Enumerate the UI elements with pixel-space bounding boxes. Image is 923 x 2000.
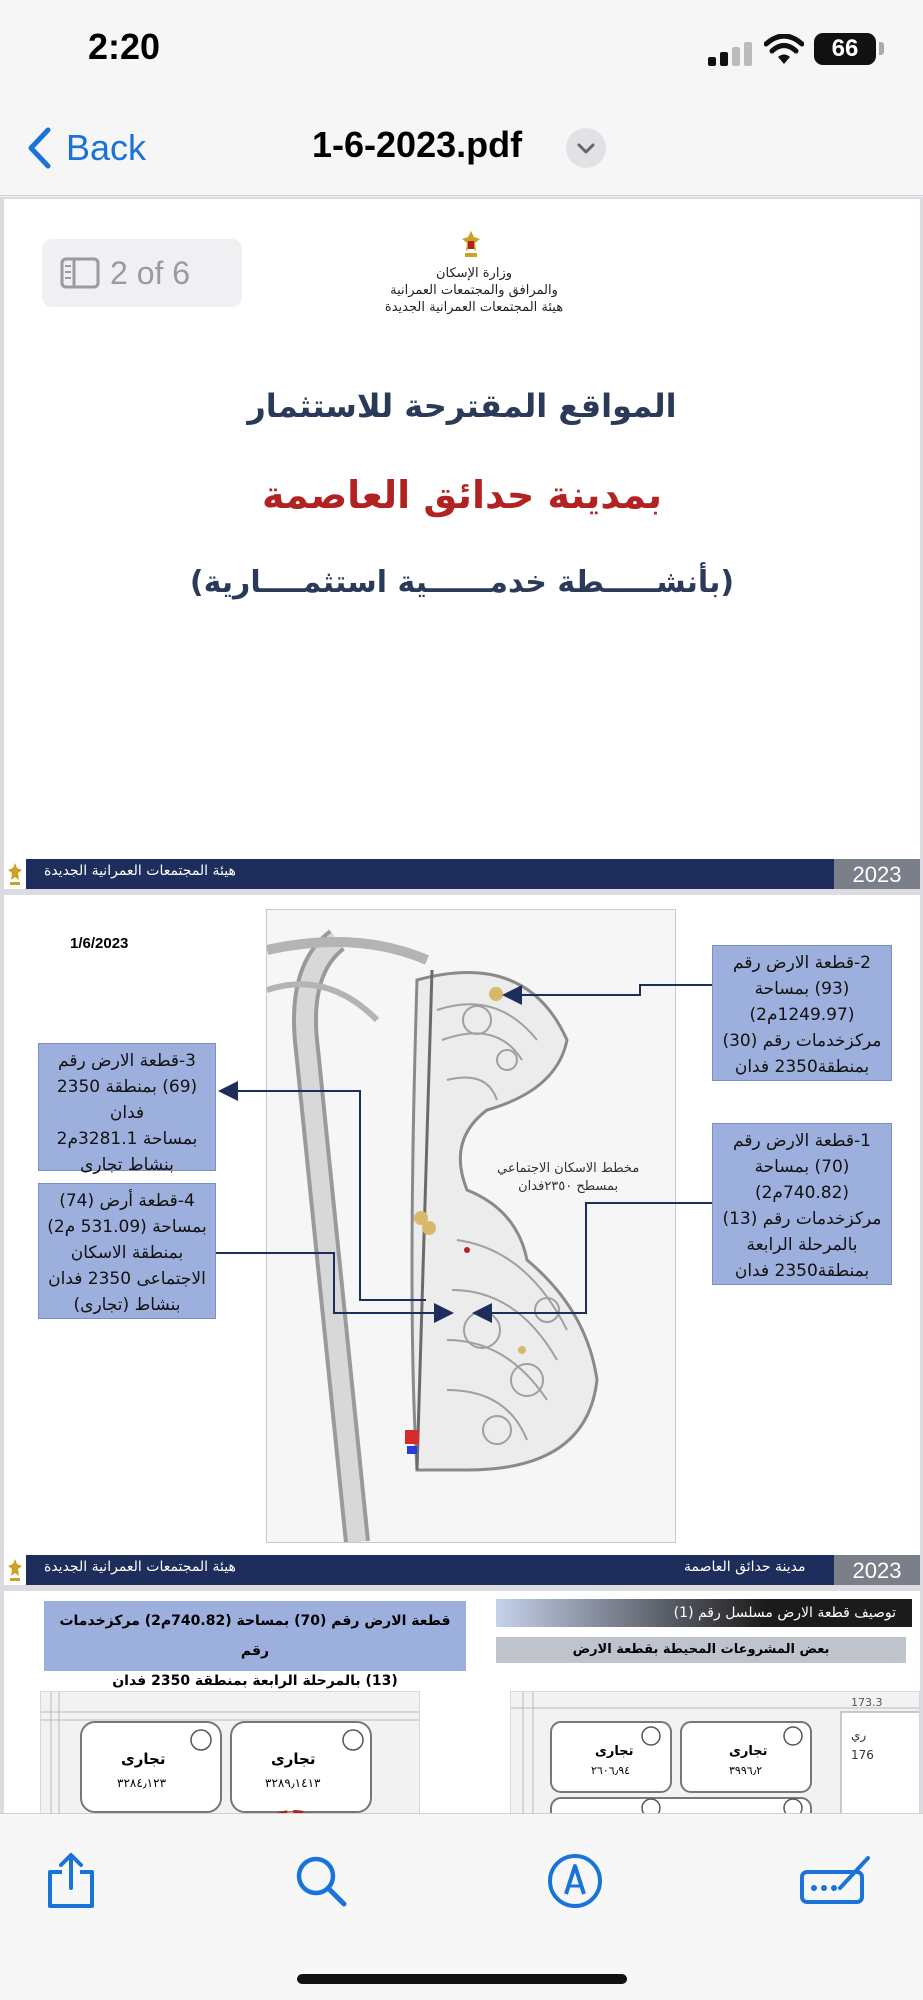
back-button[interactable]	[26, 120, 146, 176]
plan-edge-label: 176	[851, 1748, 874, 1762]
battery-icon: 66	[814, 33, 876, 65]
slide-footer	[4, 1553, 920, 1585]
ministry-header	[364, 265, 584, 316]
footer-city: مدينة حدائق العاصمة	[684, 1559, 806, 1575]
pdf-viewer[interactable]	[0, 197, 923, 1813]
slide-title: المواقع المقترحة للاستثمار	[247, 387, 677, 425]
callout-line: (740.82م2)	[754, 1183, 850, 1203]
callout-line: بمنطقة الاسكان	[70, 1243, 184, 1263]
callout-line: بمساحة 3281.1م2	[56, 1129, 198, 1149]
pdf-page-2	[4, 895, 920, 1585]
wifi-icon	[764, 34, 804, 66]
plot-description-line: (13) بالمرحلة الرابعة بمنطقة 2350 فدان	[112, 1673, 398, 1689]
plan-label: تجارى	[271, 1750, 316, 1768]
back-label: Back	[66, 127, 147, 168]
callout-line: (69) بمنطقة 2350	[56, 1077, 198, 1097]
eagle-emblem-icon	[460, 229, 482, 259]
ministry-line: والمرافق والمجتمعات العمرانية	[390, 283, 558, 298]
plot-callout-1	[712, 1123, 892, 1285]
plot-description-line: قطعة الارض رقم (70) بمساحة (740.82م2) مركزخدمات رقم	[59, 1613, 451, 1659]
callout-line: 2-قطعة الارض رقم	[733, 953, 871, 973]
callout-line: بمنطقة2350 فدان	[734, 1057, 870, 1077]
slide-date: 1/6/2023	[70, 935, 129, 952]
plan-number: ٣٢٨٤٫١٢٣	[117, 1776, 167, 1790]
title-menu-button[interactable]	[566, 128, 606, 168]
page-indicator-label: 2 of 6	[110, 254, 191, 291]
callout-line: مركزخدمات رقم (30)	[722, 1031, 882, 1051]
map-note-line: بمسطح ٢٣٥٠فدان	[518, 1179, 619, 1194]
sidebar-icon	[60, 257, 100, 289]
plan-number: ٣٩٩٦٫٢	[729, 1764, 763, 1777]
bottom-toolbar	[0, 1813, 923, 2000]
callout-line: (93) بمساحة	[754, 979, 850, 999]
share-icon	[40, 1850, 102, 1912]
callout-line: فدان	[109, 1103, 145, 1123]
footer-year: 2023	[834, 859, 920, 889]
footer-org: هيئة المجتمعات العمرانية الجديدة	[44, 863, 236, 879]
callout-line: بنشاط تجارى	[80, 1155, 174, 1175]
search-icon	[290, 1850, 352, 1912]
footer-org: هيئة المجتمعات العمرانية الجديدة	[44, 1559, 236, 1575]
slide-subtitle: (بأنشـــــطة خدمــــــية استثمــــارية)	[189, 565, 735, 600]
callout-line: بمساحة (531.09 م2)	[47, 1217, 207, 1237]
plot-callout-2	[712, 945, 892, 1081]
plan-edge-label: ري	[851, 1728, 867, 1742]
plot-description-box	[44, 1601, 466, 1689]
callout-line: بمنطقة2350 فدان	[734, 1261, 870, 1281]
eagle-emblem-icon	[6, 861, 24, 887]
callout-line: 4-قطعة أرض (74)	[59, 1191, 195, 1211]
callout-line: 1-قطعة الارض رقم	[733, 1131, 871, 1151]
callout-line: (1249.97م2)	[749, 1005, 855, 1025]
callout-line: 3-قطعة الارض رقم	[58, 1051, 196, 1071]
markup-icon	[544, 1850, 606, 1912]
battery-tip	[879, 42, 884, 55]
plot-callout-3	[38, 1043, 216, 1175]
callout-line: بنشاط (تجارى)	[73, 1295, 181, 1315]
pdf-page-3	[4, 1591, 920, 1813]
plan-label: تجارى	[121, 1750, 166, 1768]
footer-year: 2023	[834, 1555, 920, 1585]
plan-number: ٢٦٠٦٫٩٤	[591, 1764, 631, 1777]
chevron-down-icon	[566, 128, 606, 168]
share-button[interactable]	[40, 1850, 102, 1912]
plan-label: تجارى	[729, 1744, 768, 1759]
edit-form-icon	[798, 1850, 874, 1912]
plan-label: تجارى	[595, 1744, 634, 1759]
document-title[interactable]: 1-6-2023.pdf	[312, 124, 523, 165]
markup-button[interactable]	[544, 1850, 606, 1912]
plan-edge-label: 173.3	[851, 1696, 883, 1709]
plot-plan-left	[40, 1691, 420, 1813]
search-button[interactable]	[290, 1850, 352, 1912]
status-time: 2:20	[88, 26, 161, 67]
status-bar	[0, 0, 923, 100]
chevron-left-icon	[26, 126, 52, 170]
eagle-emblem-icon	[6, 1557, 24, 1583]
slide-city: بمدينة حدائق العاصمة	[261, 473, 663, 517]
slide-footer	[4, 857, 920, 889]
callout-line: الاجتماعى 2350 فدان	[48, 1269, 206, 1289]
plot-plan-drawing	[41, 1692, 420, 1813]
ministry-line: وزارة الإسكان	[436, 266, 512, 281]
callout-line: بالمرحلة الرابعة	[746, 1235, 858, 1255]
pdf-page-1	[4, 199, 920, 889]
navigation-bar	[0, 100, 923, 196]
plot-callout-4	[38, 1183, 216, 1319]
plot-plan-right	[510, 1691, 920, 1813]
section-header: توصيف قطعة الارض مسلسل رقم (1)	[673, 1605, 896, 1621]
map-note-line: مخطط الاسكان الاجتماعي	[497, 1161, 640, 1176]
section-subheader: بعض المشروعات المحيطة بقطعة الارض	[496, 1637, 906, 1663]
page-indicator[interactable]	[42, 239, 242, 307]
callout-line: مركزخدمات رقم (13)	[722, 1209, 882, 1229]
fill-sign-button[interactable]	[798, 1850, 874, 1912]
ministry-line: هيئة المجتمعات العمرانية الجديدة	[384, 300, 564, 315]
home-indicator	[297, 1974, 627, 1984]
plan-number: ٣٢٨٩٫١٤١٣	[265, 1776, 321, 1790]
callout-line: (70) بمساحة	[754, 1157, 850, 1177]
cellular-signal-icon	[708, 40, 754, 66]
